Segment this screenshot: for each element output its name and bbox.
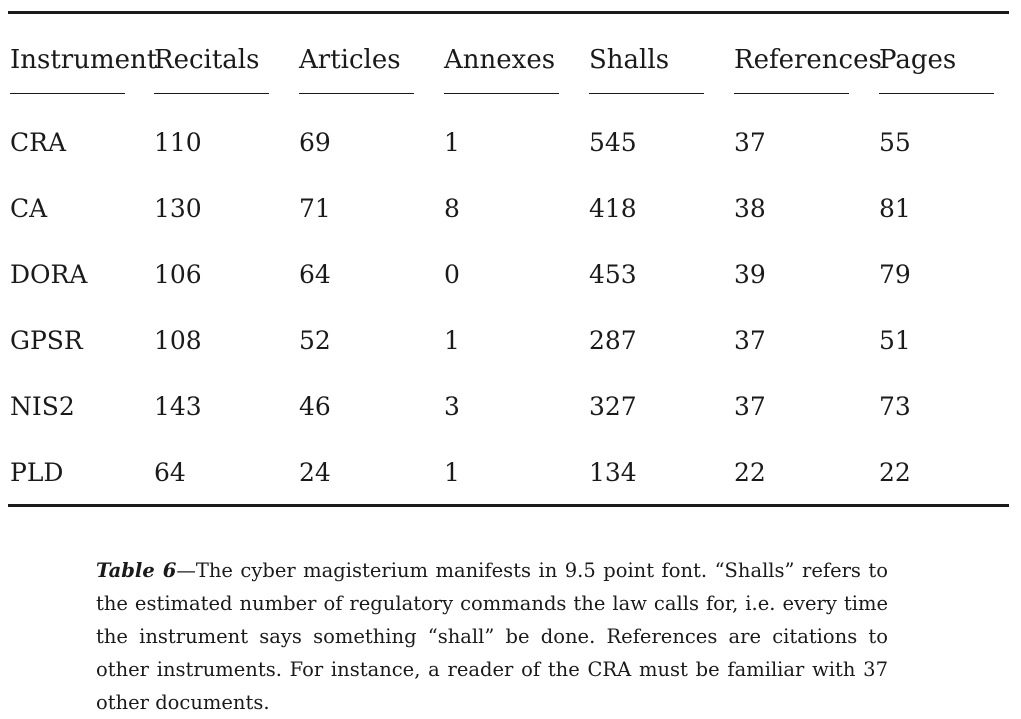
cell-articles: 52 [299, 326, 331, 355]
cell-shalls: 545 [589, 128, 637, 157]
cell-references: 38 [734, 194, 766, 223]
header-underline [444, 93, 559, 94]
cell-articles: 46 [299, 392, 331, 421]
cell-recitals: 143 [154, 392, 202, 421]
cell-annexes: 1 [444, 128, 460, 157]
cell-annexes: 0 [444, 260, 460, 289]
header-instrument: Instrument [10, 45, 158, 75]
table-row [0, 259, 1021, 299]
cell-shalls: 327 [589, 392, 637, 421]
cell-shalls: 287 [589, 326, 637, 355]
header-underline [879, 93, 994, 94]
cell-recitals: 130 [154, 194, 202, 223]
header-references: References [734, 45, 882, 75]
header-shalls: Shalls [589, 45, 670, 75]
header-underline [589, 93, 704, 94]
header-underline [734, 93, 849, 94]
cell-pages: 79 [879, 260, 911, 289]
table-row [0, 127, 1021, 167]
cell-pages: 81 [879, 194, 911, 223]
caption-dash: — [176, 558, 196, 582]
cell-articles: 71 [299, 194, 331, 223]
cell-pages: 73 [879, 392, 911, 421]
cell-annexes: 8 [444, 194, 460, 223]
cell-instrument: NIS2 [10, 392, 75, 421]
cell-articles: 64 [299, 260, 331, 289]
header-recitals: Recitals [154, 45, 260, 75]
cell-recitals: 108 [154, 326, 202, 355]
caption-text: The cyber magisterium manifests in 9.5 point font. “Shalls” refers to the estimated number of regulatory commands the law calls for, i.e. every time the instrument says something “shall” be done. References are citations to other instruments. For instance, a reader of the CRA must be familiar with 37 other documents. [96, 558, 888, 714]
cell-articles: 24 [299, 458, 331, 487]
cell-shalls: 453 [589, 260, 637, 289]
header-annexes: Annexes [444, 45, 556, 75]
cell-references: 37 [734, 128, 766, 157]
cell-recitals: 110 [154, 128, 202, 157]
cell-references: 22 [734, 458, 766, 487]
cell-recitals: 106 [154, 260, 202, 289]
header-pages: Pages [879, 45, 957, 75]
caption-label: Table 6 [96, 558, 177, 582]
table-caption [96, 554, 888, 719]
table-row [0, 193, 1021, 233]
header-underline [299, 93, 414, 94]
table-row [0, 325, 1021, 365]
cell-instrument: CRA [10, 128, 67, 157]
table-bottom-rule [8, 504, 1009, 507]
cell-annexes: 1 [444, 326, 460, 355]
table-row [0, 391, 1021, 431]
cell-instrument: CA [10, 194, 48, 223]
cell-annexes: 3 [444, 392, 460, 421]
table-top-rule [8, 11, 1009, 14]
cell-annexes: 1 [444, 458, 460, 487]
cell-references: 37 [734, 326, 766, 355]
cell-pages: 22 [879, 458, 911, 487]
cell-references: 37 [734, 392, 766, 421]
header-articles: Articles [299, 45, 401, 75]
cell-instrument: DORA [10, 260, 88, 289]
cell-articles: 69 [299, 128, 331, 157]
cell-shalls: 418 [589, 194, 637, 223]
cell-recitals: 64 [154, 458, 186, 487]
cell-pages: 55 [879, 128, 911, 157]
cell-references: 39 [734, 260, 766, 289]
cell-shalls: 134 [589, 458, 637, 487]
cell-pages: 51 [879, 326, 911, 355]
header-underline [10, 93, 125, 94]
cell-instrument: GPSR [10, 326, 83, 355]
header-underline [154, 93, 269, 94]
table-row [0, 457, 1021, 497]
cell-instrument: PLD [10, 458, 64, 487]
